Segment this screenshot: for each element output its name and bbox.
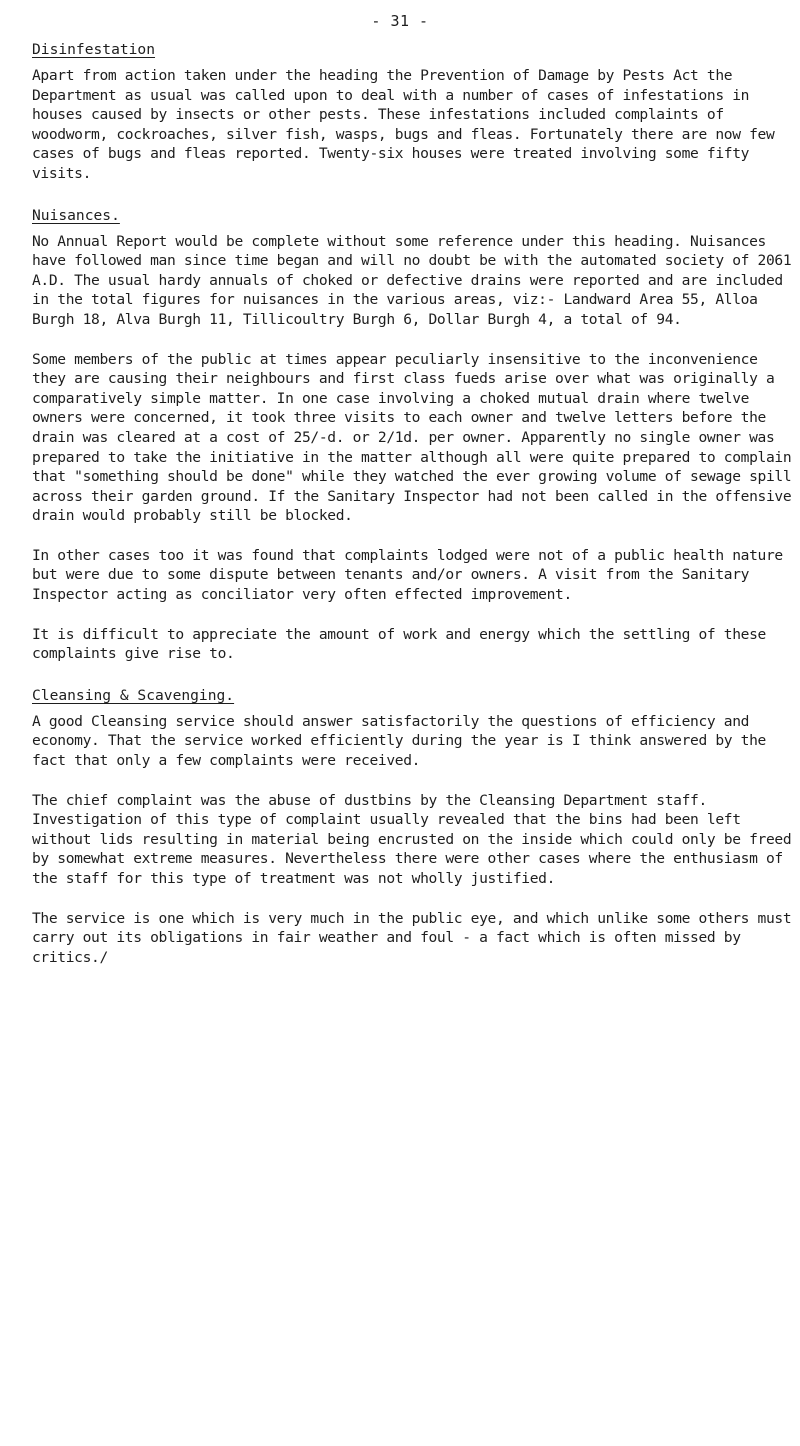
paragraph: Some members of the public at times appear peculiarly insensitive to the inconvenience they are causing their neighbours and first class fueds arise over what was originally a comparatively simple matter. In one case involving a choked mutual drain where twelve owners were concerned, it took three visits to each owner and twelve letters before the drain was cleared at a cost of 25/-d. or 2/1d. per owner. Apparently no single owner was prepared to take the initiative in the matter although all were quite prepared to complain that "something should be done" while they watched the ever growing volume of sewage spill across their garden ground. If the Sanitary Inspector had not been called in the offensive drain would probably still be blocked. <box>32 350 792 525</box>
page-number: - 31 - <box>371 12 429 30</box>
section-disinfestation <box>32 40 792 184</box>
paragraph: No Annual Report would be complete without some reference under this heading. Nuisances have followed man since time began and will no doubt be with the automated society of 2061 A.D. The usual hardy annuals of choked or defective drains were reported and are included in the total figures for nuisances in the various areas, viz:- Landward Area 55, Alloa Burgh 18, Alva Burgh 11, Tillicoultry Burgh 6, Dollar Burgh 4, a total of 94. <box>32 232 792 328</box>
section-heading: Disinfestation <box>32 41 156 58</box>
section-nuisances <box>32 206 792 664</box>
page-content <box>32 40 792 967</box>
section-cleansing-scavenging <box>32 686 792 968</box>
paragraph: Apart from action taken under the heading the Prevention of Damage by Pests Act the Department as usual was called upon to deal with a number of cases of infestations in houses caused by insects or other pests. These infestations included complaints of woodworm, cockroaches, silver fish, wasps, bugs and fleas. Fortunately there are now few cases of bugs and fleas reported. Twenty-six houses were treated involving some fifty visits. <box>32 67 775 182</box>
section-heading: Nuisances. <box>32 206 120 224</box>
paragraph: In other cases too it was found that complaints lodged were not of a public health nature but were due to some dispute between tenants and/or owners. A visit from the Sanitary Inspector acting as conciliator very often effected improvement. <box>32 546 783 604</box>
paragraph: The chief complaint was the abuse of dustbins by the Cleansing Department staff. Investigation of this type of complaint usually revealed that the bins had been left without lids resulting in material being encrusted on the inside which could only be freed by somewhat extreme measures. Nevertheless there were other cases where the enthusiasm of the staff for this type of treatment was not wholly justified. <box>32 791 792 887</box>
paragraph: A good Cleansing service should answer satisfactorily the questions of efficiency and economy. That the service worked efficiently during the year is I think answered by the fact that only a few complaints were received. <box>32 712 766 770</box>
section-heading: Cleansing & Scavenging. <box>32 686 235 704</box>
paragraph: It is difficult to appreciate the amount of work and energy which the settling of these complaints give rise to. <box>32 625 766 663</box>
paragraph: The service is one which is very much in the public eye, and which unlike some others must carry out its obligations in fair weather and foul - a fact which is often missed by critics./ <box>32 909 792 966</box>
